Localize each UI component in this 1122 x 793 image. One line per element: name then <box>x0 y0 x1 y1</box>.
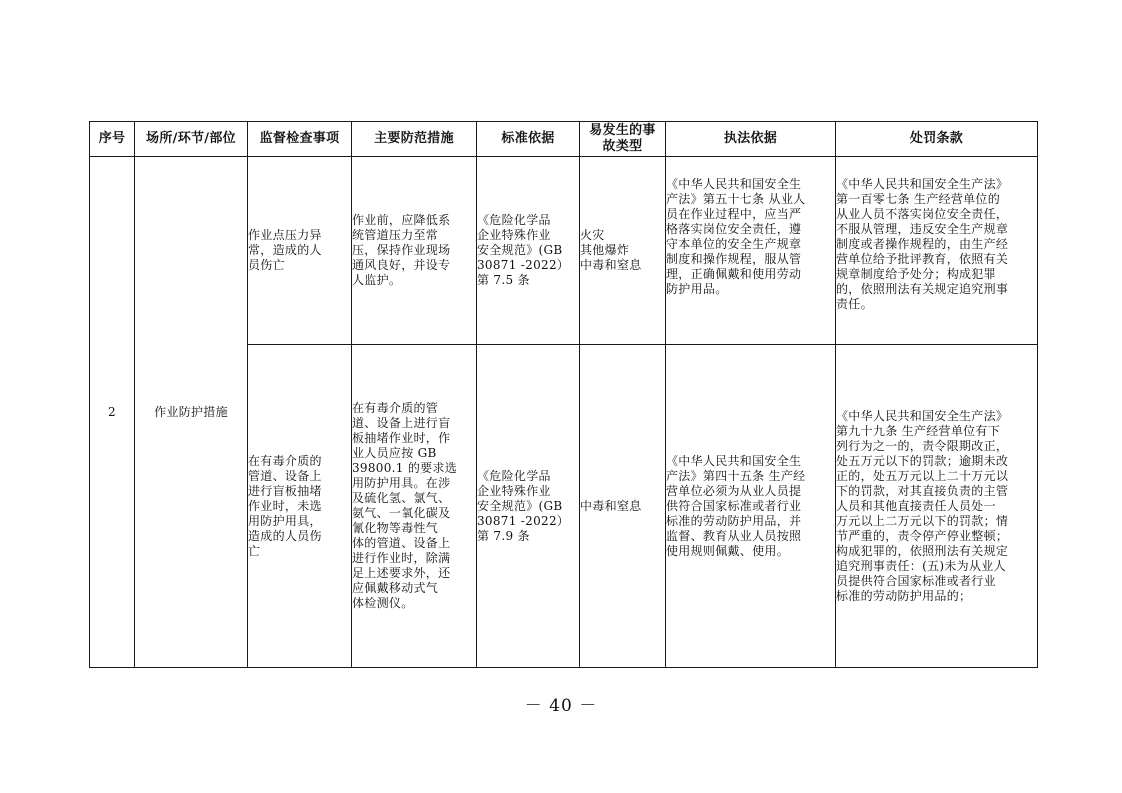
header-accident-type: 易发生的事 故类型 <box>580 122 666 157</box>
penalty-clause-text: 《中华人民共和国安全生产法》 第九十九条 生产经营单位有下 列行为之一的，责令限期改正， 处五万元以下的罚款；逾期未改 正的，处五万元以上二十万元以 下的罚款，对其直接负责的主管 人员和其他直接责任人员处一 万元以上二万元以下的罚款；情 节严重的，责令停产停业整顿； 构成犯罪的，依照刑法有关规定 追究刑事责任：(五)未为从业人 员提供符合国家标准或者行业 标准的劳动防护用品的； <box>836 408 1009 603</box>
standard-basis-cell <box>477 345 580 668</box>
row-index-cell <box>90 157 135 668</box>
accident-type-text: 火灾 其他爆炸 中毒和窒息 <box>580 228 642 272</box>
header-index: 序号 <box>90 122 135 157</box>
inspection-item-cell <box>248 345 352 668</box>
standard-basis-cell <box>477 157 580 345</box>
prevention-measures-text: 作业前，应降低系 统管道压力至常 压，保持作业现场 通风良好，并设专 人监护。 <box>352 213 451 287</box>
inspection-item-cell <box>248 157 352 345</box>
regulation-table <box>89 121 1038 668</box>
prevention-measures-cell <box>352 345 477 668</box>
page-number: － 40 － <box>524 696 598 716</box>
header-legal-basis: 执法依据 <box>666 122 836 157</box>
inspection-item-text: 作业点压力异 常，造成的人 员伤亡 <box>248 228 322 272</box>
inspection-item-text: 在有毒介质的 管道、设备上 进行盲板抽堵 作业时，未选 用防护用具， 造成的人员伤 亡 <box>248 453 322 558</box>
table-row <box>90 157 1038 345</box>
header-inspection-item: 监督检查事项 <box>248 122 352 157</box>
prevention-measures-cell <box>352 157 477 345</box>
location-text: 作业防护措施 <box>154 404 228 419</box>
accident-type-cell <box>580 157 666 345</box>
accident-type-text: 中毒和窒息 <box>580 498 642 513</box>
location-cell <box>135 157 248 668</box>
accident-type-cell <box>580 345 666 668</box>
penalty-clause-cell <box>836 157 1038 345</box>
row-index: 2 <box>108 404 116 419</box>
header-penalty-clause: 处罚条款 <box>836 122 1038 157</box>
regulation-table-container <box>89 121 1037 668</box>
legal-basis-cell <box>666 157 836 345</box>
standard-basis-text: 《危险化学品 企业特殊作业 安全规范》(GB 30871 -2022） 第 7.9 条 <box>477 468 570 543</box>
standard-basis-text: 《危险化学品 企业特殊作业 安全规范》(GB 30871 -2022） 第 7.5 条 <box>477 213 570 287</box>
legal-basis-cell <box>666 345 836 668</box>
penalty-clause-text: 《中华人民共和国安全生产法》 第一百零七条 生产经营单位的 从业人员不落实岗位安全责任， 不服从管理，违反安全生产规章 制度或者操作规程的，由生产经 营单位给予批评教育，依照有关 规章制度给予处分；构成犯罪 的，依照刑法有关规定追究刑事 责任。 <box>836 177 1009 311</box>
penalty-clause-cell <box>836 345 1038 668</box>
header-location: 场所/环节/部位 <box>135 122 248 157</box>
header-standard-basis: 标准依据 <box>477 122 580 157</box>
header-prevention-measures: 主要防范措施 <box>352 122 477 157</box>
table-header-row <box>90 122 1038 157</box>
legal-basis-text: 《中华人民共和国安全生 产法》第五十七条 从业人 员在作业过程中，应当严 格落实岗位安全责任，遵 守本单位的安全生产规章 制度和操作规程，服从管 理，正确佩戴和使用劳动 防护用品。 <box>666 177 806 296</box>
prevention-measures-text: 在有毒介质的管 道、设备上进行盲 板抽堵作业时，作 业人员应按 GB 39800.1 的要求选 用防护用具。在涉 及硫化氢、氯气、 氨气、一氧化碳及 氰化物等毒性气 体的管道、设备上 进行作业时，除满 足上述要求外，还 应佩戴移动式气 体检测仪。 <box>352 401 458 610</box>
legal-basis-text: 《中华人民共和国安全生 产法》第四十五条 生产经 营单位必须为从业人员提 供符合国家标准或者行业 标准的劳动防护用品，并 监督、教育从业人员按照 使用规则佩戴、使用。 <box>666 453 806 558</box>
